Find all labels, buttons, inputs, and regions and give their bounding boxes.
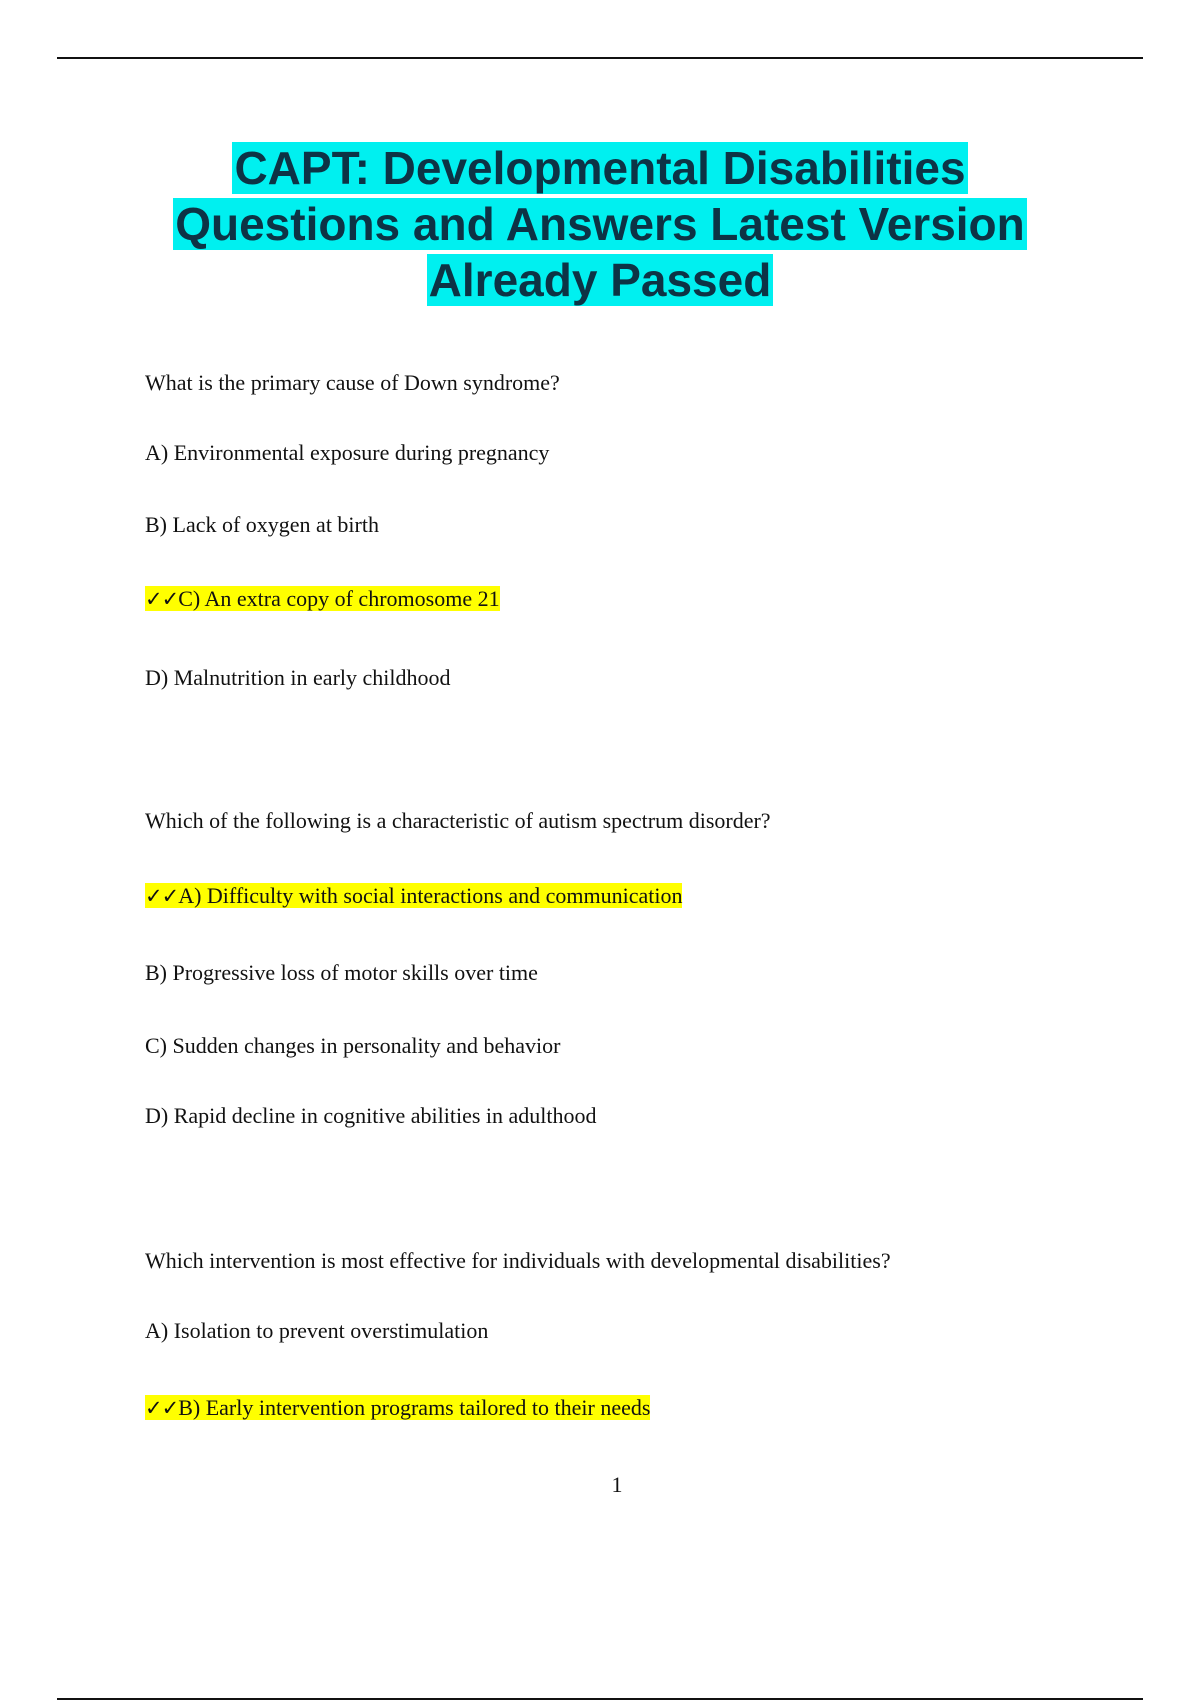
answer-highlight: ✓✓A) Difficulty with social interactions and communication: [145, 883, 683, 908]
check-mark-icon: ✓✓: [145, 587, 179, 611]
question-2-option-c: C) Sudden changes in personality and behavior: [145, 1033, 561, 1058]
question-1-option-b: B) Lack of oxygen at birth: [145, 512, 379, 537]
question-2-text: Which of the following is a characteristic of autism spectrum disorder?: [145, 808, 771, 833]
page-number: 1: [611, 1472, 623, 1497]
check-mark-icon: ✓✓: [145, 884, 179, 908]
question-1-option-a: A) Environmental exposure during pregnancy: [145, 440, 550, 465]
question-3-option-b-correct: [145, 1393, 650, 1423]
question-1-option-d: D) Malnutrition in early childhood: [145, 665, 451, 690]
question-2-option-a-correct: [145, 881, 682, 911]
title-line: Already Passed: [428, 254, 772, 306]
top-rule: [57, 57, 1143, 59]
question-2-option-b: B) Progressive loss of motor skills over time: [145, 960, 538, 985]
title-line: CAPT: Developmental Disabilities: [234, 142, 966, 194]
title-line: Questions and Answers Latest Version: [175, 198, 1025, 250]
answer-highlight: ✓✓C) An extra copy of chromosome 21: [145, 586, 500, 611]
question-2-option-d: D) Rapid decline in cognitive abilities in adulthood: [145, 1103, 597, 1128]
question-1-text: What is the primary cause of Down syndrome?: [145, 370, 560, 395]
check-mark-icon: ✓✓: [145, 1396, 179, 1420]
question-1-option-c-correct: [145, 584, 500, 614]
question-3-option-a: A) Isolation to prevent overstimulation: [145, 1318, 489, 1343]
answer-highlight: ✓✓B) Early intervention programs tailored to their needs: [145, 1395, 651, 1420]
document-title: [57, 140, 1143, 308]
question-3-text: Which intervention is most effective for individuals with developmental disabilities?: [145, 1248, 891, 1273]
